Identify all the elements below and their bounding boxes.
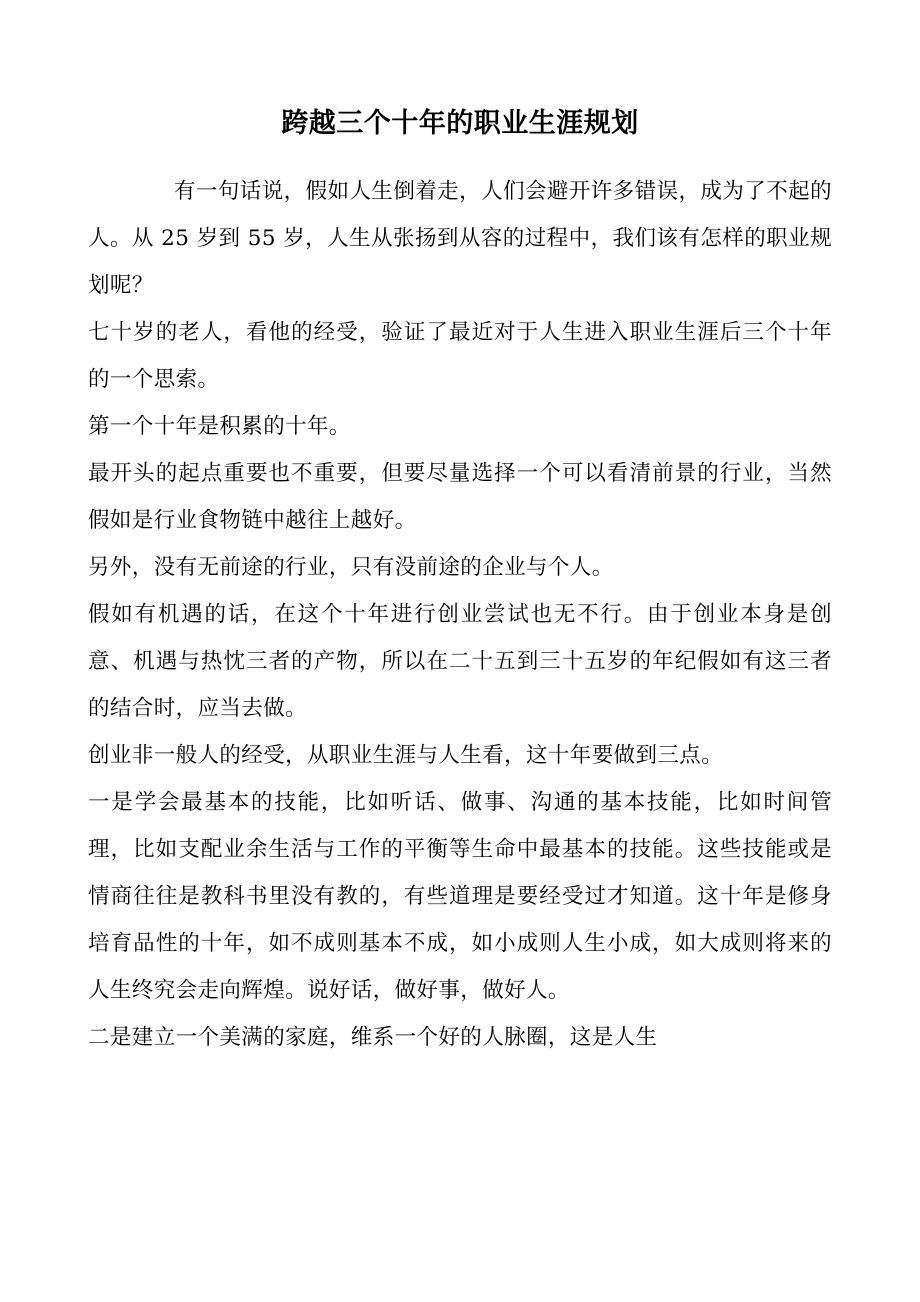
paragraph: 创业非一般人的经受，从职业生涯与人生看，这十年要做到三点。 bbox=[88, 743, 724, 768]
paragraph: 二是建立一个美满的家庭，维系一个好的人脉圈，这是人生 bbox=[88, 1025, 658, 1050]
page-title: 跨越三个十年的职业生涯规划 bbox=[281, 108, 639, 139]
paragraph: 第一个十年是积累的十年。 bbox=[88, 414, 351, 439]
document-body bbox=[88, 168, 832, 1061]
paragraph: 七十岁的老人，看他的经受，验证了最近对于人生进入职业生涯后三个十年的一个思索。 bbox=[88, 320, 832, 392]
paragraph: 一是学会最基本的技能，比如听话、做事、沟通的基本技能，比如时间管理，比如支配业余生活与工作的平衡等生命中最基本的技能。这些技能或是情商往往是教科书里没有教的，有些道理是要经受过才知道。这十年是修身培育品性的十年，如不成则基本不成，如小成则人生小成，如大成则将来的人生终究会走向辉煌。说好话，做好事，做好人。 bbox=[88, 790, 832, 1003]
paragraph: 另外，没有无前途的行业，只有没前途的企业与个人。 bbox=[88, 555, 614, 580]
paragraph: 假如有机遇的话，在这个十年进行创业尝试也无不行。由于创业本身是创意、机遇与热忱三者的产物，所以在二十五到三十五岁的年纪假如有这三者的结合时，应当去做。 bbox=[88, 602, 832, 721]
paragraph: 有一句话说，假如人生倒着走，人们会避开许多错误，成为了不起的人。从 25 岁到 55 岁，人生从张扬到从容的过程中，我们该有怎样的职业规划呢？ bbox=[88, 179, 832, 298]
paragraph: 最开头的起点重要也不重要，但要尽量选择一个可以看清前景的行业，当然假如是行业食物链中越往上越好。 bbox=[88, 461, 832, 533]
